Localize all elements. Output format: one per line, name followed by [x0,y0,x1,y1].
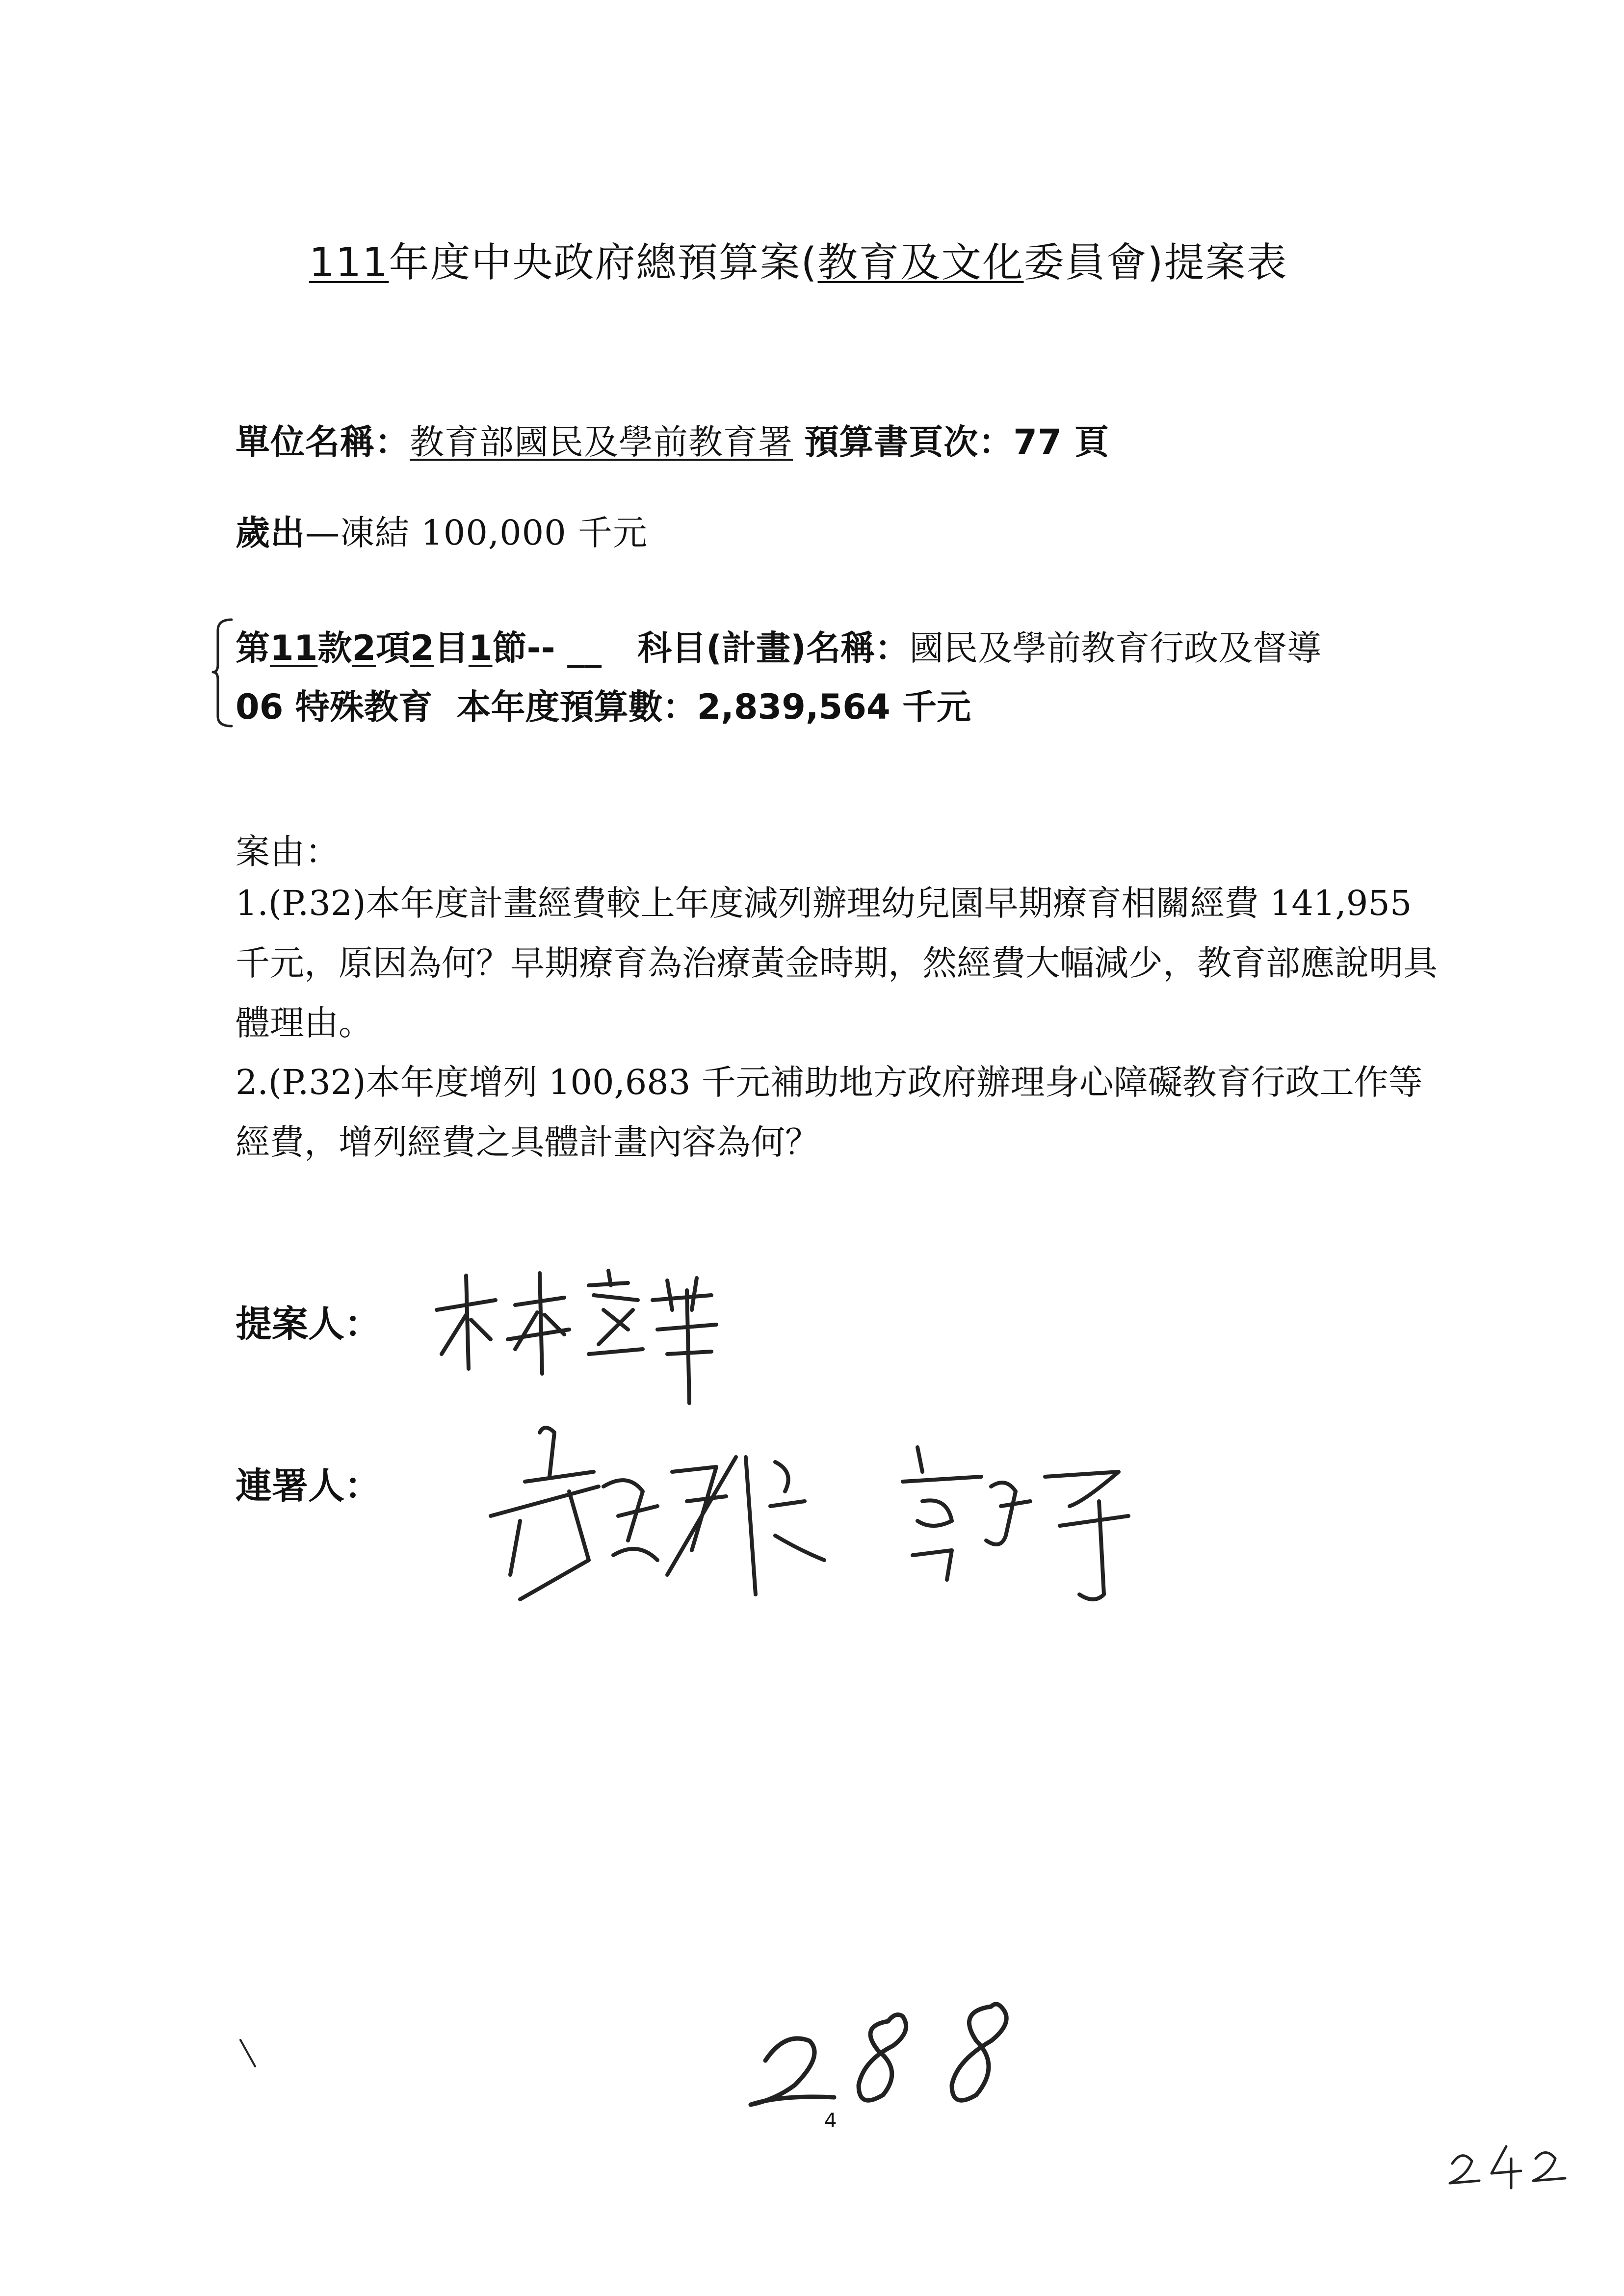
title-year: 111 [309,239,389,286]
reason-label: 案由： [236,832,340,872]
item-code: 06 特殊教育 [236,687,433,727]
item-mu: 2 [410,628,434,668]
budget-item-block [211,616,1536,729]
stray-mark [236,2036,260,2070]
cosigner-label: 連署人： [236,1465,381,1507]
subject-value: 國民及學前教育行政及督導 [909,628,1322,668]
unit-value: 教育部國民及學前教育署 [410,422,793,462]
budget-amount-label: 本年度預算數： [456,687,697,727]
budget-page-value: 77 頁 [1013,422,1110,462]
document-title [309,231,1388,288]
budget-page-label: 預算書頁次： [804,422,1014,462]
item-xiang: 2 [352,628,376,668]
page-number: 4 [824,2110,837,2132]
subject-label: 科目(計畫)名稱： [637,628,910,668]
handwritten-number-288 [736,1987,1040,2114]
expenditure-label: 歲出 [236,513,305,553]
item-kuan-label: 款 [317,628,352,668]
budget-amount-value: 2,839,564 千元 [697,687,971,727]
proposer-label: 提案人： [236,1303,381,1345]
bracket-mark [211,616,236,729]
budget-item-line2 [236,679,971,729]
item-jie: 1 [468,628,493,668]
cosigner-signatures [481,1413,1168,1624]
handwritten-number-242 [1442,2134,1580,2193]
item-jie-label: 節-- [492,628,555,668]
unit-row [236,415,1109,464]
item-xiang-label: 項 [376,628,411,668]
reason-item-1: 1.(P.32)本年度計畫經費較上年度減列辦理幼兒園早期療育相關經費 141,955 千元，原因為何？早期療育為治療黃金時期，然經費大幅減少，教育部應說明具體理由。 [236,883,1438,1043]
title-part1: 年度中央政府總預算案( [389,239,818,286]
reason-item-2: 2.(P.32)本年度增列 100,683 千元補助地方政府辦理身心障礙教育行政工作等經費，增列經費之具體計畫內容為何？ [236,1062,1423,1162]
item-blank: __ [567,628,602,668]
item-kuan: 11 [270,628,318,668]
expenditure-value: —凍結 100,000 千元 [305,513,648,553]
unit-label: 單位名稱： [236,422,410,462]
title-part2: 委員會)提案表 [1023,239,1288,286]
item-mu-label: 目 [434,628,469,668]
proposer-signature [422,1256,726,1413]
budget-item-line1 [236,621,1321,670]
item-prefix: 第 [236,628,270,668]
expenditure-row [236,505,648,555]
title-committee: 教育及文化 [817,239,1024,286]
